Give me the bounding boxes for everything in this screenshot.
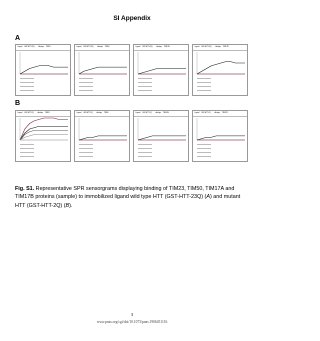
sensorgram-header: Ligand GST-HTT-2Q Analyte TIM17A: [134, 111, 188, 117]
sensorgram-header: Ligand GST-HTT-2Q Analyte TIM17B: [193, 111, 247, 117]
parameter-row: [197, 82, 211, 83]
parameter-row: [197, 156, 211, 157]
parameter-row: [138, 86, 152, 87]
parameter-row: [79, 144, 93, 145]
sensorgram-plot: [75, 116, 130, 162]
sensorgram-header: Ligand GST-HTT-23Q Analyte TIM50: [75, 45, 129, 51]
parameter-row: [197, 148, 211, 149]
parameter-row: [138, 78, 152, 79]
parameter-row: [79, 148, 93, 149]
sensorgram-plot: [16, 50, 71, 96]
sensorgram-header: Ligand GST-HTT-23Q Analyte TIM17A: [134, 45, 188, 51]
parameter-row: [197, 144, 211, 145]
sensorgram-series-line: [138, 136, 186, 140]
panel-a-row: [15, 44, 249, 96]
sensorgram-series-line: [79, 136, 127, 140]
sensorgram-a-2: [74, 44, 130, 96]
panel-label-a: A: [15, 35, 21, 42]
sensorgram-b-3: [133, 110, 189, 162]
parameter-row: [20, 148, 34, 149]
parameter-row: [138, 144, 152, 145]
panel-b-row: [15, 110, 249, 162]
sensorgram-plot: [134, 116, 189, 162]
parameter-row: [197, 86, 211, 87]
sensorgram-a-3: [133, 44, 189, 96]
panel-label-b: B: [15, 100, 21, 107]
sensorgram-b-1: [15, 110, 71, 162]
plot-axes: [138, 52, 186, 74]
parameter-row: [79, 156, 93, 157]
parameter-row: [138, 90, 152, 91]
sensorgram-series-line: [138, 69, 186, 75]
parameter-row: [197, 78, 211, 79]
sensorgram-series-line: [197, 62, 245, 74]
parameter-row: [79, 152, 93, 153]
parameter-row: [79, 90, 93, 91]
sensorgram-b-2: [74, 110, 130, 162]
page-number: 3: [130, 312, 134, 317]
parameter-row: [138, 148, 152, 149]
sensorgram-header: Ligand GST-HTT-23Q Analyte TIM23: [16, 45, 70, 51]
page-title: SI Appendix: [113, 15, 151, 22]
sensorgram-a-1: [15, 44, 71, 96]
sensorgram-plot: [193, 50, 248, 96]
plot-axes: [138, 118, 186, 140]
sensorgram-header: Ligand GST-HTT-2Q Analyte TIM50: [75, 111, 129, 117]
caption-text-mid: ) and mutant HTT (GST-HTT-2Q) (: [15, 194, 241, 209]
figure-caption: [15, 185, 251, 210]
sensorgram-b-4: [192, 110, 248, 162]
plot-axes: [197, 118, 245, 140]
parameter-row: [20, 90, 34, 91]
parameter-row: [20, 152, 34, 153]
parameter-row: [138, 82, 152, 83]
parameter-row: [79, 82, 93, 83]
sensorgram-series-line: [20, 66, 68, 74]
parameter-row: [138, 156, 152, 157]
parameter-row: [79, 86, 93, 87]
sensorgram-series-line: [79, 67, 127, 74]
parameter-row: [197, 90, 211, 91]
footer-url: www.pnas.org/cgi/doi/10.1073/pnas.1906451116: [96, 320, 168, 324]
parameter-row: [20, 78, 34, 79]
parameter-row: [197, 152, 211, 153]
parameter-row: [20, 156, 34, 157]
sensorgram-plot: [16, 116, 71, 162]
sensorgram-plot: [193, 116, 248, 162]
caption-fig-label: Fig. S1.: [15, 186, 35, 192]
sensorgram-header: Ligand GST-HTT-23Q Analyte TIM17B: [193, 45, 247, 51]
parameter-row: [138, 152, 152, 153]
sensorgram-plot: [75, 50, 130, 96]
sensorgram-series-line: [197, 136, 245, 140]
parameter-row: [20, 86, 34, 87]
sensorgram-plot: [134, 50, 189, 96]
sensorgram-header: Ligand GST-HTT-2Q Analyte TIM23: [16, 111, 70, 117]
plot-axes: [20, 52, 68, 74]
sensorgram-series-line: [20, 130, 68, 140]
caption-panel-a: A: [206, 194, 210, 201]
parameter-row: [20, 82, 34, 83]
plot-axes: [79, 118, 127, 140]
parameter-row: [79, 78, 93, 79]
caption-text-end: ).: [69, 202, 73, 209]
caption-panel-b: B: [65, 202, 70, 209]
caption-text: Representative SPR sensorgrams displaying binding of TIM23, TIM50, TIM17A and TIM17B proteins (sample) to immobilized ligand wild type HTT (GST-HTT-23Q) (: [15, 186, 235, 201]
sensorgram-a-4: [192, 44, 248, 96]
parameter-row: [20, 144, 34, 145]
sensorgram-series-line: [20, 135, 68, 141]
